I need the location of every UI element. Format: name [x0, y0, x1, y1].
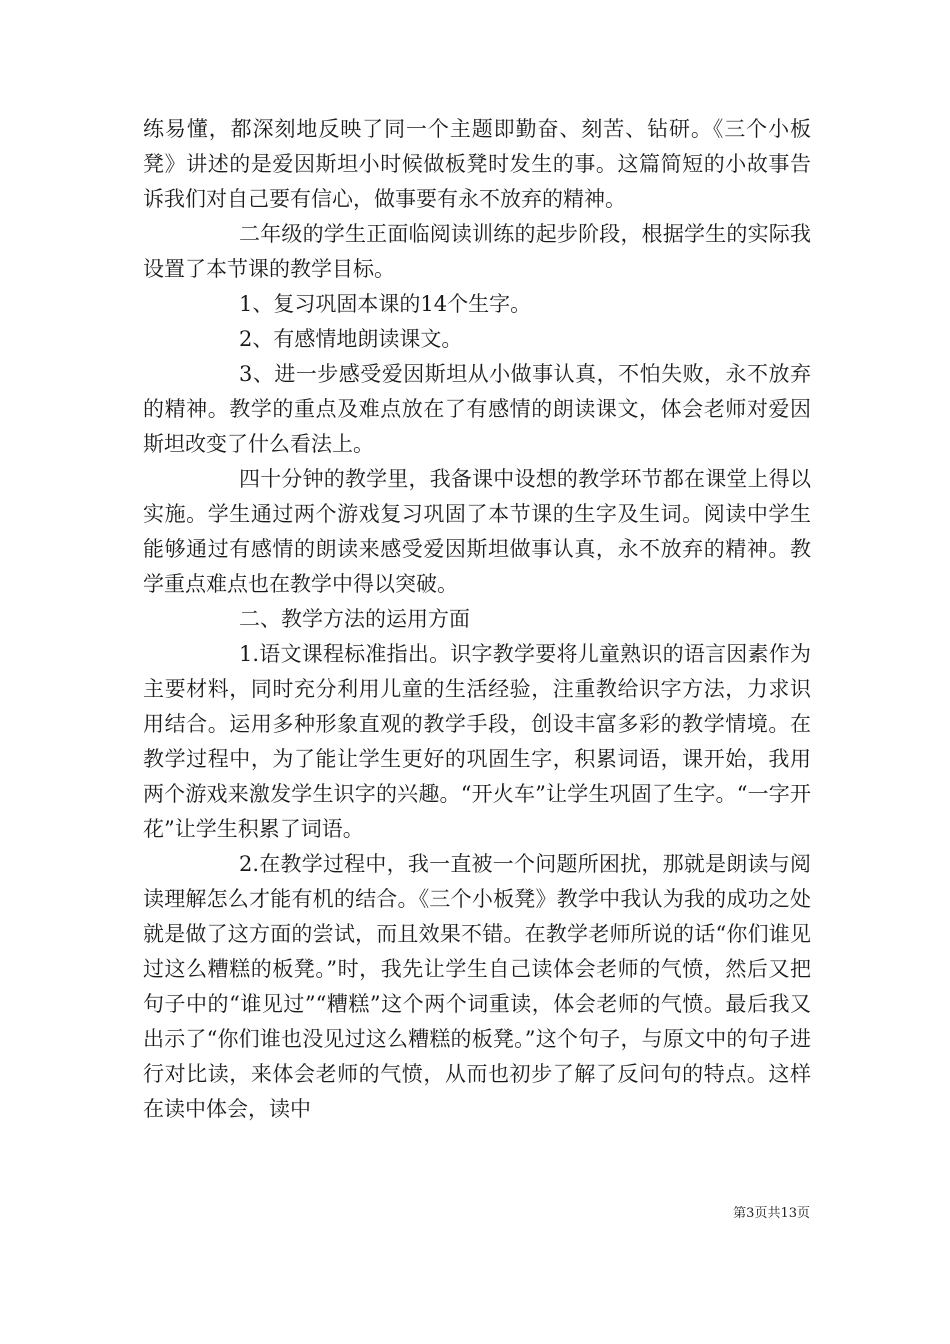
- paragraph-continuation: 练易懂，都深刻地反映了同一个主题即勤奋、刻苦、钻研。《三个小板凳》讲述的是爱因斯坦小时候做板凳时发生的事。这篇简短的小故事告诉我们对自己要有信心，做事要有永不放弃的精神。: [143, 117, 811, 211]
- paragraph-method-1: 1.语文课程标准指出。识字教学要将儿童熟识的语言因素作为主要材料，同时充分利用儿童的生活经验，注重教给识字方法，力求识用结合。运用多种形象直观的教学手段，创设丰富多彩的教学情境。在教学过程中，为了能让学生更好的巩固生字，积累词语，课开始，我用两个游戏来激发学生识字的兴趣。“开火车”让学生巩固了生字。“一字开花”让学生积累了词语。: [143, 642, 811, 841]
- paragraph-method-2: 2.在教学过程中，我一直被一个问题所困扰，那就是朗读与阅读理解怎么才能有机的结合。《三个小板凳》教学中我认为我的成功之处就是做了这方面的尝试，而且效果不错。在教学老师所说的话“你们谁见过这么糟糕的板凳。”时，我先让学生自己读体会老师的气愤，然后又把句子中的“谁见过”“糟糕”这个两个词重读，体会老师的气愤。最后我又出示了“你们谁也没见过这么糟糕的板凳。”这个句子，与原文中的句子进行对比读，来体会老师的气愤，从而也初步了解了反问句的特点。这样在读中体会，读中: [143, 852, 811, 1121]
- paragraph-student-stage: 二年级的学生正面临阅读训练的起步阶段，根据学生的实际我设置了本节课的教学目标。: [143, 222, 811, 281]
- document-body: [143, 112, 811, 1127]
- paragraph-goal-3: 3、进一步感受爱因斯坦从小做事认真，不怕失败，永不放弃的精神。教学的重点及难点放在了有感情的朗读课文，体会老师对爱因斯坦改变了什么看法上。: [143, 362, 811, 456]
- paragraph-forty-minutes: 四十分钟的教学里，我备课中设想的教学环节都在课堂上得以实施。学生通过两个游戏复习巩固了本节课的生字及生词。阅读中学生能够通过有感情的朗读来感受爱因斯坦做事认真，永不放弃的精神。教学重点难点也在教学中得以突破。: [143, 467, 811, 596]
- section-heading-methods: 二、教学方法的运用方面: [239, 607, 470, 631]
- paragraph-goal-1: 1、复习巩固本课的14个生字。: [239, 292, 532, 316]
- paragraph-goal-2: 2、有感情地朗读课文。: [239, 327, 463, 351]
- page-number-footer: 第3页共13页: [733, 1206, 810, 1221]
